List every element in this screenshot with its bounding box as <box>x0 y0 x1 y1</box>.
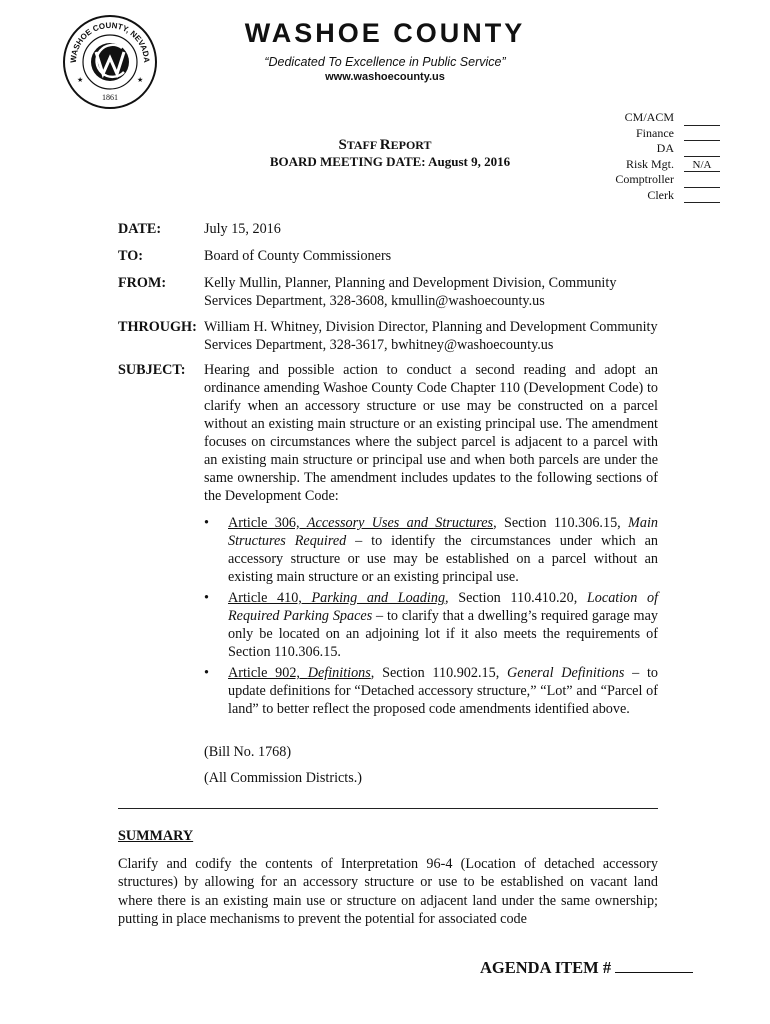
commission-districts: (All Commission Districts.) <box>204 770 363 786</box>
svg-text:★: ★ <box>137 76 144 84</box>
bill-number: (Bill No. 1768) <box>204 744 292 760</box>
svg-text:★: ★ <box>77 76 84 84</box>
signoff-row: Comptroller <box>570 172 720 188</box>
board-meeting-date: BOARD MEETING DATE: August 9, 2016 <box>269 154 511 169</box>
agenda-item-blank <box>615 958 693 973</box>
signoff-row: Clerk <box>570 188 720 204</box>
amendment-list <box>204 514 658 721</box>
seal-ring-text: WASHOE COUNTY, NEVADA <box>68 20 152 64</box>
list-item: • Article 410, Parking and Loading, Section 110.410.20, Location of Required Parking Spaces – to clarify that a dwelling’s required garage may only be located on an adjoining lot if it also meets the requirements of Section 110.306.15. <box>204 590 659 660</box>
report-title: STAFF REPORT <box>338 137 432 153</box>
memo-through: THROUGH: William H. Whitney, Division Director, Planning and Development Community Services Department, 328-3617, bwhitney@washoecounty.us <box>118 319 658 353</box>
memo-date: DATE: July 15, 2016 <box>118 221 281 237</box>
signoff-row: Risk Mgt. N/A <box>570 157 720 173</box>
memo-from: FROM: Kelly Mullin, Planner, Planning and Development Division, Community Services Department, 328-3608, kmullin@washoecounty.us <box>118 275 617 309</box>
list-item: • Article 902, Definitions, Section 110.902.15, General Definitions – to update definitions for “Detached accessory structure,” “Lot” and “Parcel of land” to better reflect the proposed code amendments identified above. <box>204 665 659 717</box>
divider <box>118 808 658 809</box>
list-item: • Article 306, Accessory Uses and Structures, Section 110.306.15, Main Structures Required – to identify the circumstances under which an accessory structure or use may be established on a parcel without an existing main structure or an existing principal use. <box>204 515 658 585</box>
signoff-list <box>570 110 720 203</box>
memo-subject: SUBJECT: Hearing and possible action to conduct a second reading and adopt an ordinance amending Washoe County Code Chapter 110 (Development Code) to clarify when an accessory structure or use may be constructed on a parcel without an existing main structure or an existing principal use. The amendment focuses on circumstances where the subject parcel is adjacent to a parcel with an existing main structure or principal use and when both parcels are under the same ownership. The amendment includes updates to the following sections of the Development Code: <box>118 362 658 504</box>
signoff-row: DA <box>570 141 720 157</box>
summary-heading: SUMMARY <box>118 828 194 844</box>
summary-text: Clarify and codify the contents of Interpretation 96-4 (Location of detached accessory structures) by allowing for an accessory structure or use to be established on vacant land where there is an existing main use or structure on adjacent land under the same ownership; putting in place mechanisms to prevent the potential for associated code <box>118 856 658 928</box>
county-website: www.washoecounty.us <box>325 71 445 83</box>
county-motto: “Dedicated To Excellence in Public Service” <box>264 55 506 69</box>
signoff-row: Finance <box>570 126 720 142</box>
signoff-row: CM/ACM <box>570 110 720 126</box>
seal-year: 1861 <box>102 93 118 102</box>
agenda-item: AGENDA ITEM # <box>480 958 720 978</box>
county-name: WASHOE COUNTY <box>244 18 526 48</box>
memo-to: TO: Board of County Commissioners <box>118 248 392 264</box>
washoe-county-seal <box>62 14 158 110</box>
